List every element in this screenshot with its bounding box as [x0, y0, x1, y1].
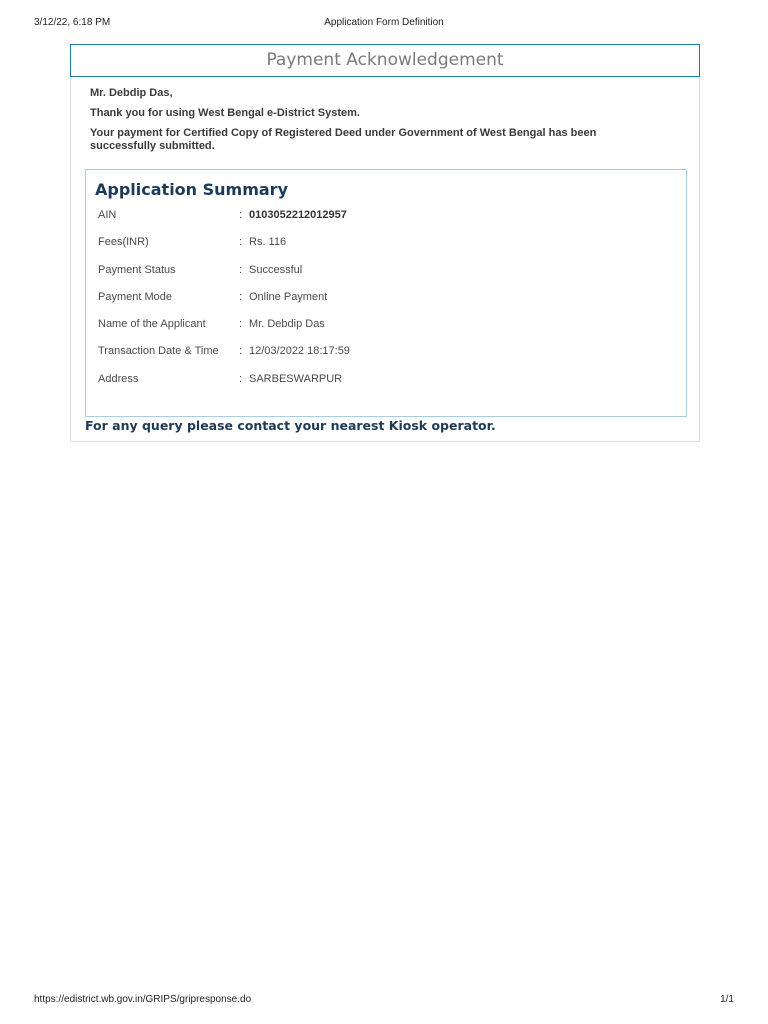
- row-separator: :: [239, 318, 243, 330]
- row-separator: :: [239, 264, 243, 276]
- print-header: [34, 17, 734, 31]
- payment-message: Your payment for Certified Copy of Registered Deed under Government of West Bengal has been successfully submitted.: [90, 127, 597, 152]
- row-value: 12/03/2022 18:17:59: [249, 345, 350, 357]
- print-page-url: https://edistrict.wb.gov.in/GRIPS/gripresponse.do: [34, 994, 252, 1005]
- row-label: Transaction Date & Time: [98, 345, 219, 357]
- row-value: 0103052212012957: [249, 209, 347, 221]
- print-datetime: 3/12/22, 6:18 PM: [34, 17, 111, 28]
- row-label: Payment Mode: [98, 291, 172, 303]
- payment-acknowledgement-panel: [70, 44, 700, 442]
- summary-title: Application Summary: [95, 180, 288, 199]
- row-label: Payment Status: [98, 264, 176, 276]
- query-contact-note: For any query please contact your nearest Kiosk operator.: [85, 418, 496, 433]
- row-label: Fees(INR): [98, 236, 149, 248]
- row-separator: :: [239, 236, 243, 248]
- print-document-title: Application Form Definition: [324, 17, 444, 28]
- row-value: SARBESWARPUR: [249, 373, 343, 385]
- print-footer: [34, 994, 734, 1008]
- row-value: Mr. Debdip Das: [249, 318, 325, 330]
- greeting-text: Mr. Debdip Das,: [90, 87, 173, 99]
- row-label: Name of the Applicant: [98, 318, 206, 330]
- row-separator: :: [239, 291, 243, 303]
- panel-title: Payment Acknowledgement: [70, 44, 700, 77]
- thanks-text: Thank you for using West Bengal e-District System.: [90, 107, 360, 119]
- application-summary-box: [85, 169, 687, 417]
- row-separator: :: [239, 345, 243, 357]
- row-value: Successful: [249, 264, 303, 276]
- row-value: Rs. 116: [249, 236, 287, 248]
- row-label: AIN: [98, 209, 117, 221]
- row-value: Online Payment: [249, 291, 328, 303]
- row-label: Address: [98, 373, 139, 385]
- print-page-number: 1/1: [720, 994, 734, 1005]
- row-separator: :: [239, 373, 243, 385]
- row-separator: :: [239, 209, 243, 221]
